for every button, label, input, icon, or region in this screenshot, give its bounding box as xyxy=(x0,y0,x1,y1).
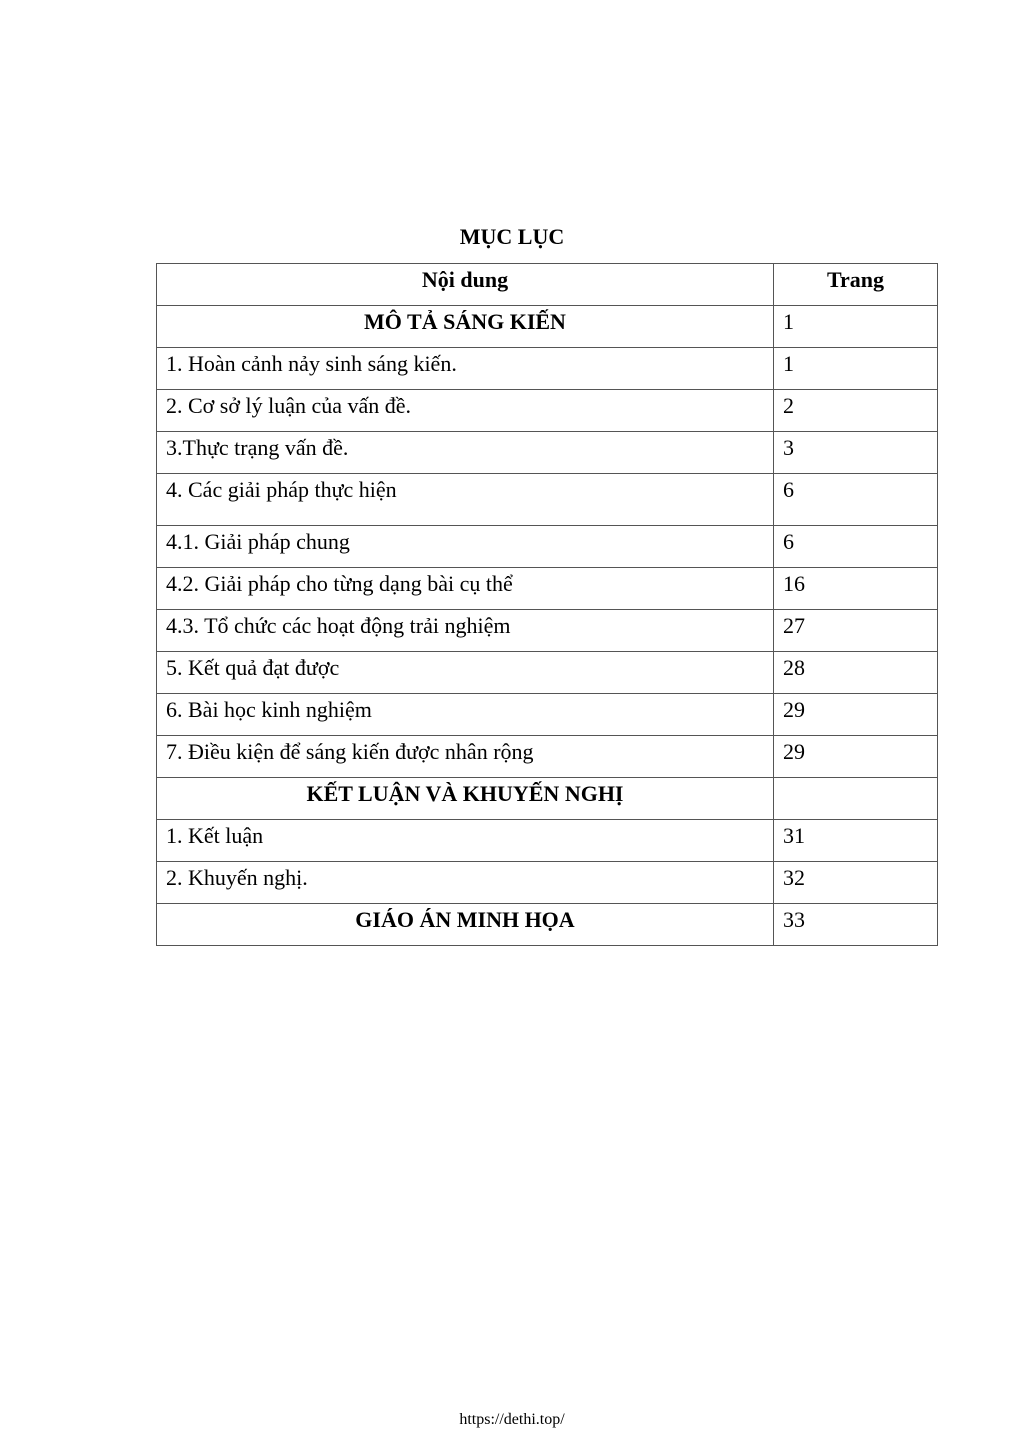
page-number-cell: 28 xyxy=(774,652,938,694)
table-row xyxy=(157,778,938,820)
table-row xyxy=(157,904,938,946)
content-cell: 4. Các giải pháp thực hiện xyxy=(157,474,774,526)
section-heading-cell: KẾT LUẬN VÀ KHUYẾN NGHỊ xyxy=(157,778,774,820)
page-number-cell: 6 xyxy=(774,526,938,568)
table-row xyxy=(157,610,938,652)
table-row xyxy=(157,306,938,348)
content-cell: 5. Kết quả đạt được xyxy=(157,652,774,694)
table-row xyxy=(157,694,938,736)
content-cell: 3.Thực trạng vấn đề. xyxy=(157,432,774,474)
content-cell: 1. Hoàn cảnh nảy sinh sáng kiến. xyxy=(157,348,774,390)
content-cell: 2. Cơ sở lý luận của vấn đề. xyxy=(157,390,774,432)
page-number-cell: 6 xyxy=(774,474,938,526)
table-row xyxy=(157,526,938,568)
content-cell: 2. Khuyến nghị. xyxy=(157,862,774,904)
table-row xyxy=(157,862,938,904)
page-number-cell: 32 xyxy=(774,862,938,904)
footer-url: https://dethi.top/ xyxy=(459,1411,565,1428)
page-number-cell xyxy=(774,778,938,820)
section-heading-cell: MÔ TẢ SÁNG KIẾN xyxy=(157,306,774,348)
table-row xyxy=(157,568,938,610)
page-number-cell: 1 xyxy=(774,348,938,390)
table-row xyxy=(157,474,938,526)
table-row xyxy=(157,348,938,390)
content-cell: 4.2. Giải pháp cho từng dạng bài cụ thể xyxy=(157,568,774,610)
content-cell: 7. Điều kiện để sáng kiến được nhân rộng xyxy=(157,736,774,778)
page-number-cell: 29 xyxy=(774,736,938,778)
content-cell: 4.3. Tổ chức các hoạt động trải nghiệm xyxy=(157,610,774,652)
table-row xyxy=(157,432,938,474)
page-number-cell: 3 xyxy=(774,432,938,474)
page-number-cell: 27 xyxy=(774,610,938,652)
table-header-row xyxy=(157,264,938,306)
page-number-cell: 16 xyxy=(774,568,938,610)
header-content: Nội dung xyxy=(157,264,774,306)
content-cell: 6. Bài học kinh nghiệm xyxy=(157,694,774,736)
page-number-cell: 1 xyxy=(774,306,938,348)
table-row xyxy=(157,652,938,694)
page-number-cell: 29 xyxy=(774,694,938,736)
page-title: MỤC LỤC xyxy=(459,224,565,249)
content-cell: 1. Kết luận xyxy=(157,820,774,862)
table-row xyxy=(157,390,938,432)
content-cell: 4.1. Giải pháp chung xyxy=(157,526,774,568)
table-row xyxy=(157,736,938,778)
page-number-cell: 33 xyxy=(774,904,938,946)
table-of-contents xyxy=(156,263,938,946)
page-number-cell: 2 xyxy=(774,390,938,432)
page-number-cell: 31 xyxy=(774,820,938,862)
section-heading-cell: GIÁO ÁN MINH HỌA xyxy=(157,904,774,946)
table-row xyxy=(157,820,938,862)
header-page: Trang xyxy=(774,264,938,306)
